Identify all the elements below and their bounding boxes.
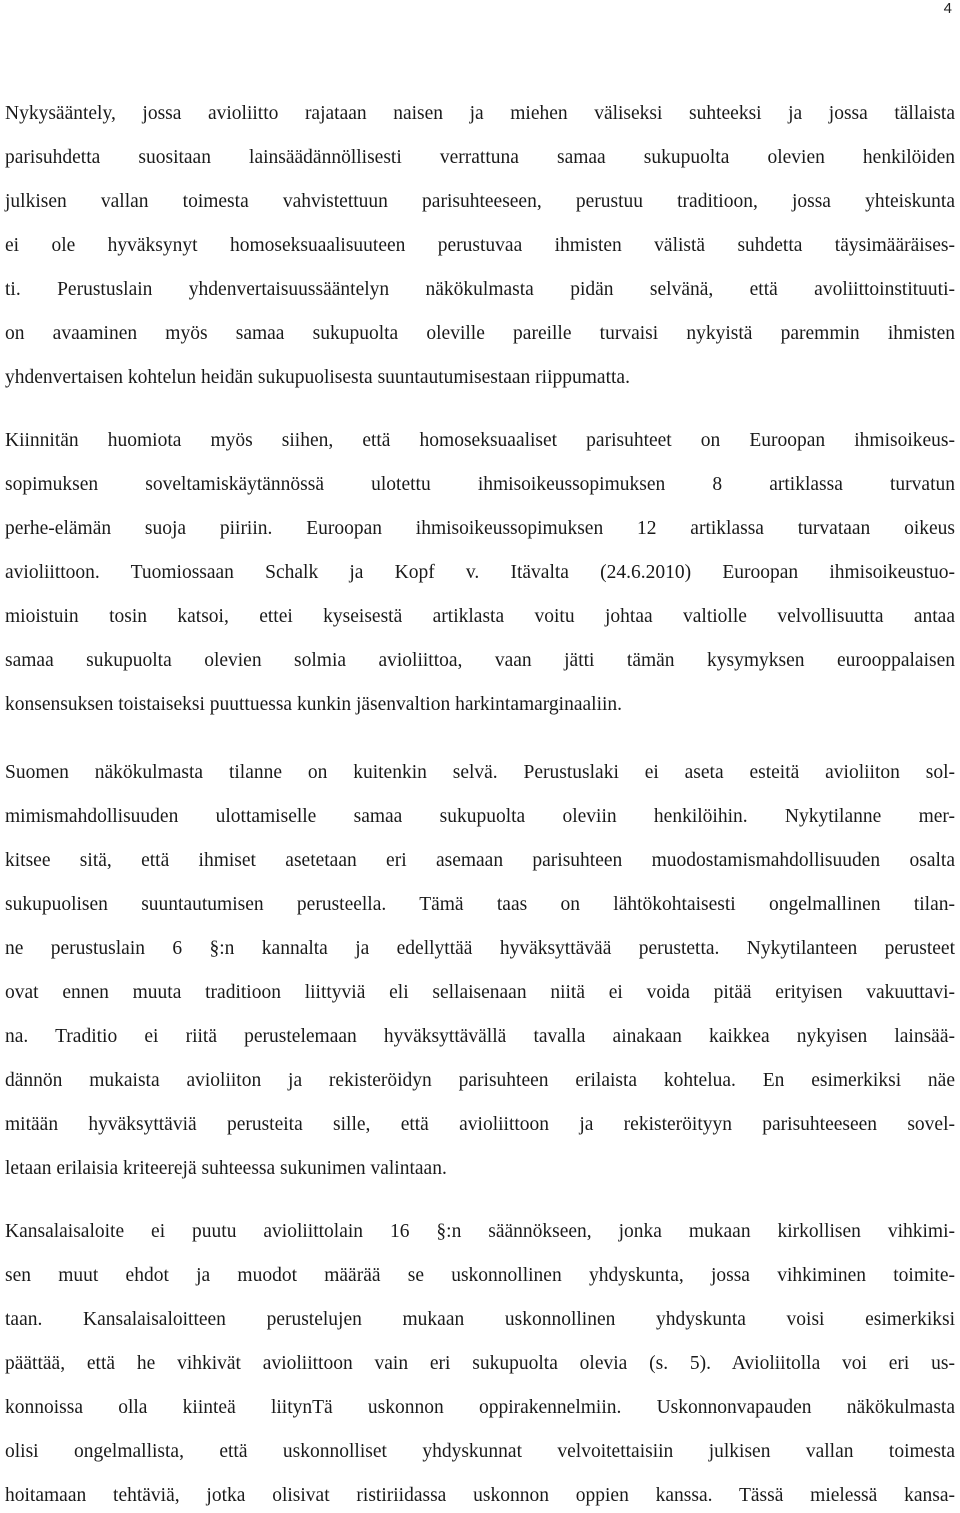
paragraph-line: taan. Kansalaisaloitteen perustelujen mukaan uskonnollinen yhdyskunta voisi esimerkiksi <box>5 1309 955 1330</box>
paragraph-line: Suomen näkökulmasta tilanne on kuitenkin selvä. Perustuslaki ei aseta esteitä avioliiton sol- <box>5 762 955 783</box>
page-number: 4 <box>943 0 952 17</box>
paragraph-line: yhdenvertaisen kohtelun heidän sukupuolisesta suuntautumisestaan riippumatta. <box>5 367 630 388</box>
paragraph-line: perhe-elämän suoja piiriin. Euroopan ihmisoikeussopimuksen 12 artiklassa turvataan oikeus <box>5 518 955 539</box>
paragraph-line: sopimuksen soveltamiskäytännössä ulotettu ihmisoikeussopimuksen 8 artiklassa turvatun <box>5 474 955 495</box>
paragraph-line: na. Traditio ei riitä perustelemaan hyväksyttävällä tavalla ainakaan kaikkea nykyisen lainsää- <box>5 1026 955 1047</box>
paragraph-line: avioliittoon. Tuomiossaan Schalk ja Kopf v. Itävalta (24.6.2010) Euroopan ihmisoikeustuo- <box>5 562 955 583</box>
paragraph-line: on avaaminen myös samaa sukupuolta oleville pareille turvaisi nykyistä paremmin ihmisten <box>5 323 955 344</box>
paragraph-line: mitään hyväksyttäviä perusteita sille, että avioliittoon ja rekisteröityyn parisuhteeseen sovel- <box>5 1114 955 1135</box>
paragraph-line: ne perustuslain 6 §:n kannalta ja edellyttää hyväksyttävää perustetta. Nykytilanteen perusteet <box>5 938 955 959</box>
paragraph-line: mimismahdollisuuden ulottamiselle samaa sukupuolta oleviin henkilöihin. Nykytilanne mer- <box>5 806 955 827</box>
paragraph-line: dännön mukaista avioliiton ja rekisteröidyn parisuhteen erilaista kohtelua. En esimerkiksi näe <box>5 1070 955 1091</box>
paragraph-line: mioistuin tosin katsoi, ettei kyseisestä artiklasta voitu johtaa valtiolle velvollisuutta antaa <box>5 606 955 627</box>
paragraph-line: ei ole hyväksynyt homoseksuaalisuuteen perustuvaa ihmisten välistä suhdetta täysimääräises- <box>5 235 955 256</box>
paragraph-line: päättää, että he vihkivät avioliittoon vain eri sukupuolta olevia (s. 5). Avioliitolla voi eri us- <box>5 1353 955 1374</box>
paragraph-line: sukupuolisen suuntautumisen perusteella. Tämä taas on lähtökohtaisesti ongelmallinen tilan- <box>5 894 955 915</box>
paragraph-line: hoitamaan tehtäviä, jotka olisivat ristiriidassa uskonnon oppien kanssa. Tässä mielessä kansa- <box>5 1485 955 1506</box>
paragraph-line: ovat ennen muuta traditioon liittyviä eli sellaisenaan niitä ei voida pitää erityisen vakuuttavi- <box>5 982 955 1003</box>
paragraph-line: letaan erilaisia kriteerejä suhteessa sukunimen valintaan. <box>5 1158 447 1179</box>
paragraph-line: parisuhdetta suositaan lainsäädännöllisesti verrattuna samaa sukupuolta olevien henkilöiden <box>5 147 955 168</box>
paragraph-line: sen muut ehdot ja muodot määrää se uskonnollinen yhdyskunta, jossa vihkiminen toimite- <box>5 1265 955 1286</box>
paragraph-line: konsensuksen toistaiseksi puuttuessa kunkin jäsenvaltion harkintamarginaaliin. <box>5 694 623 715</box>
paragraph-line: Kiinnitän huomiota myös siihen, että homoseksuaaliset parisuhteet on Euroopan ihmisoikeus- <box>5 430 955 451</box>
paragraph-line: Nykysääntely, jossa avioliitto rajataan naisen ja miehen väliseksi suhteeksi ja jossa tällaista <box>5 103 955 124</box>
paragraph-line: samaa sukupuolta olevien solmia avioliittoa, vaan jätti tämän kysymyksen eurooppalaisen <box>5 650 955 671</box>
paragraph-line: konnoissa olla kiinteä liitynTä uskonnon oppirakennelmiin. Uskonnonvapauden näkökulmasta <box>5 1397 955 1418</box>
paragraph-line: olisi ongelmallista, että uskonnolliset yhdyskunnat velvoitettaisiin julkisen vallan toimesta <box>5 1441 955 1462</box>
paragraph-line: Kansalaisaloite ei puutu avioliittolain 16 §:n säännökseen, jonka mukaan kirkollisen vihkimi- <box>5 1221 955 1242</box>
paragraph-line: julkisen vallan toimesta vahvistettuun parisuhteeseen, perustuu traditioon, jossa yhteiskunta <box>5 191 955 212</box>
paragraph-line: kitsee sitä, että ihmiset asetetaan eri asemaan parisuhteen muodostamismahdollisuuden osalta <box>5 850 955 871</box>
paragraph-line: ti. Perustuslain yhdenvertaisuussääntelyn näkökulmasta pidän selvänä, että avoliittoinstituuti- <box>5 279 955 300</box>
